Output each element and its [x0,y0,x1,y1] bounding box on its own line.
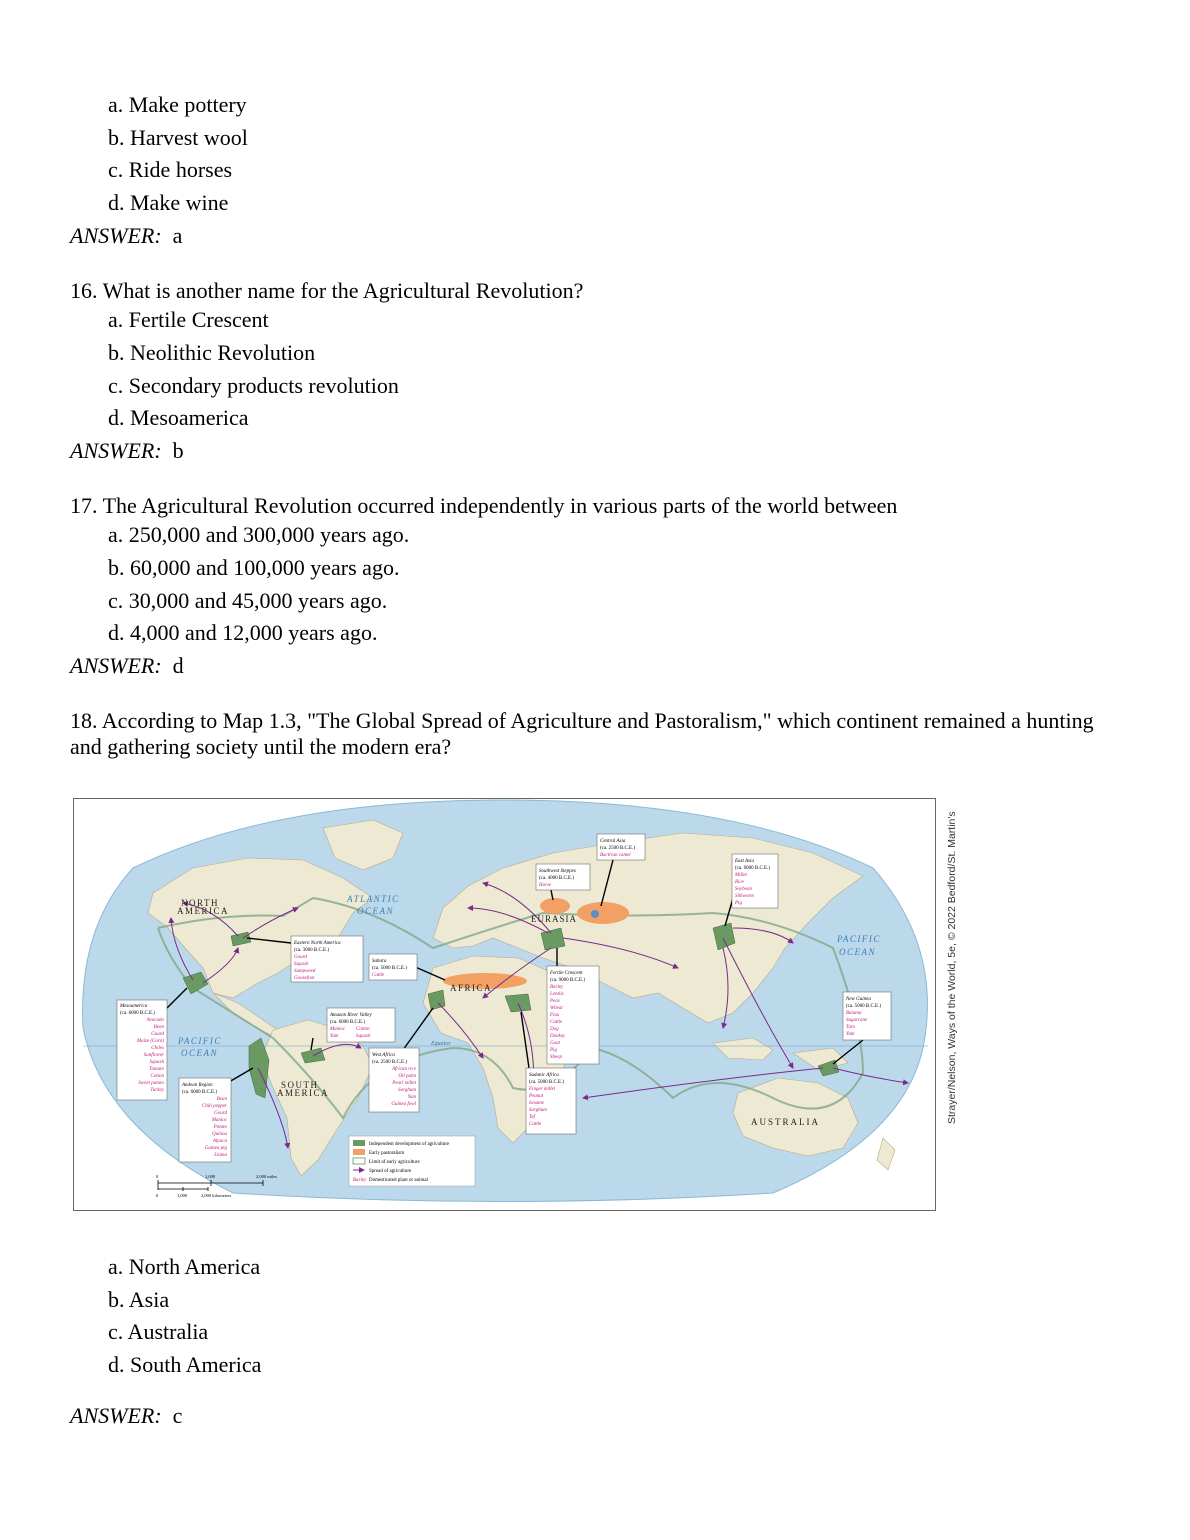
q17-answer [70,653,184,679]
box-west-africa-date: (ca. 2500 B.C.E.) [372,1060,407,1065]
box-andean-item: Chili pepper [201,1104,227,1109]
answer-label: ANSWER: [70,653,162,678]
box-east-asia-date: (ca. 6000 B.C.E.) [735,866,770,871]
box-sw-steppes-item: Horse [539,883,552,888]
box-fertile-crescent-item: Sheep [550,1055,562,1060]
box-fertile-crescent-item: Wheat [550,1006,563,1011]
box-new-guinea-item: Sugarcane [846,1018,868,1023]
q18-question: 18. According to Map 1.3, "The Global Spread of Agriculture and Pastoralism," which continent remained a hunting and gathering society until the modern era? [70,708,1094,759]
box-amazon-date: (ca. 6000 B.C.E.) [330,1020,365,1025]
box-amazon-item: Manioc [330,1027,346,1032]
credit-text: Strayer/Nelson, Ways of the World, 5e, © 2022 Bedford/St. Martin's [946,811,958,1124]
q18-option-b: b. Asia [108,1287,170,1312]
q18-option-d: d. South America [108,1352,262,1377]
answer-label: ANSWER: [70,223,162,248]
box-west-africa-item: Pearl millet [392,1081,416,1086]
equator-label: Equator [431,1041,451,1047]
label-australia: AUSTRALIA [751,1117,820,1127]
box-eastern-na-item: Goosefoot [294,976,315,981]
box-andean-item: Bean [216,1097,227,1102]
box-sudanic-item: Cattle [529,1122,542,1127]
scale-km-1: 1,000 [177,1193,188,1198]
label-atlantic: ATLANTIC [347,894,400,904]
box-mesoamerica-title: Mesoamerica [120,1004,148,1009]
q17-option-b: b. 60,000 and 100,000 years ago. [108,555,400,580]
label-africa: AFRICA [450,983,493,993]
q18-option-c: c. Australia [108,1319,209,1344]
box-mesoamerica-item: Maize (Corn) [136,1039,164,1044]
scale-miles-1: 1,000 [205,1174,216,1179]
legend-item: Early pastoralism [369,1151,405,1156]
box-sudanic-item: Finger millet [529,1087,556,1092]
pastoral-dot [591,910,599,918]
box-east-asia-title: East Asia [735,859,754,864]
label-pacific-west-2: OCEAN [181,1048,219,1058]
box-sudanic-item: Sesame [529,1101,544,1106]
label-south-america-2: AMERICA [277,1088,330,1098]
q15-option-b: b. Harvest wool [108,125,248,150]
box-sahara-title: Sahara [372,959,387,964]
box-andean-item: Llama [214,1153,227,1158]
q16-question: 16. What is another name for the Agricultural Revolution? [70,278,584,303]
box-new-guinea-item: Banana [846,1011,862,1016]
box-west-africa-item: Guinea fowl [391,1102,416,1107]
box-amazon-item: Cotton [356,1027,370,1032]
box-mesoamerica-item: Turkey [150,1088,164,1093]
box-mesoamerica-date: (ca. 6000 B.C.E.) [120,1011,155,1016]
label-eurasia: EURASIA [531,914,578,924]
box-andean-item: Quinoa [212,1132,227,1137]
answer-value: c [172,1403,183,1428]
scale-miles-0: 0 [156,1174,159,1179]
box-fertile-crescent-item: Donkey [550,1034,566,1039]
q15-option-a: a. Make pottery [108,92,247,117]
legend-item: Spread of agriculture [369,1169,412,1174]
box-new-guinea-date: (ca. 5000 B.C.E.) [846,1004,881,1009]
box-central-asia-date: (ca. 2500 B.C.E.) [600,846,635,851]
box-sudanic-date: (ca. 5000 B.C.E.) [529,1080,564,1085]
q18-answer [70,1403,182,1429]
legend-swatch-pastoral [353,1149,365,1155]
box-andean-item: Guinea pig [204,1146,227,1151]
box-sudanic-item: Tef [529,1115,535,1120]
label-north-america-2: AMERICA [177,906,230,916]
scale-km-0: 0 [156,1193,159,1198]
box-eastern-na-item: Sumpweed [294,969,316,974]
box-fertile-crescent-item: Dog [550,1027,559,1032]
legend-swatch-limit [353,1158,365,1164]
box-west-africa-title: West Africa [372,1053,395,1058]
box-central-asia-title: Central Asia [600,839,626,844]
map-legend [349,1136,475,1186]
box-west-africa-item: Yam [407,1095,416,1100]
box-andean-date: (ca. 6000 B.C.E.) [182,1090,217,1095]
legend-item: Independent development of agriculture [369,1142,450,1147]
label-pacific-east: PACIFIC [837,934,881,944]
box-mesoamerica-item: Avocado [146,1018,164,1023]
box-amazon-item: Squash [356,1034,371,1039]
box-fertile-crescent-item: Flax [550,1013,560,1018]
q15-answer [70,223,182,249]
label-pacific-west: PACIFIC [178,1036,222,1046]
box-sahara-date: (ca. 5000 B.C.E.) [372,966,407,971]
box-fertile-crescent-item: Pig [550,1048,557,1053]
answer-label: ANSWER: [70,1403,162,1428]
scale-km-2: 2,000 kilometers [201,1193,232,1198]
box-mesoamerica-item: Sunflower [143,1053,164,1058]
label-pacific-east-2: OCEAN [839,947,877,957]
box-sudanic-item: Sorghum [529,1108,547,1113]
legend-plant-sample: Barley [353,1178,367,1183]
label-north-america-1: NORTH [181,898,219,908]
box-mesoamerica-item: Chiles [151,1046,164,1051]
box-west-africa-item: Sorghum [398,1088,416,1093]
box-mesoamerica-item: Squash [149,1060,164,1065]
box-east-asia-item: Silkworm [735,894,754,899]
agriculture-map [73,798,936,1211]
label-south-america-1: SOUTH [281,1080,319,1090]
box-amazon-title: Amazon River Valley [330,1013,372,1018]
q17-option-a: a. 250,000 and 300,000 years ago. [108,522,410,547]
box-fertile-crescent-item: Lentils [550,992,564,997]
box-fertile-crescent-item: Barley [550,985,564,990]
q17-option-c: c. 30,000 and 45,000 years ago. [108,588,388,613]
box-andean-item: Alpaca [212,1139,227,1144]
box-eastern-na-date: (ca. 3000 B.C.E.) [294,948,329,953]
box-east-asia-item: Rice [735,880,744,885]
box-east-asia-item: Millet [735,873,747,878]
label-atlantic-2: OCEAN [357,906,395,916]
box-sudanic-item: Peanut [529,1094,544,1099]
legend-item: Domesticated plant or animal [369,1178,429,1183]
box-andean-item: Potato [213,1125,227,1130]
q17-option-d: d. 4,000 and 12,000 years ago. [108,620,378,645]
scale-miles-2: 2,000 miles [256,1174,277,1179]
box-east-asia-item: Pig [735,901,742,906]
q18-option-a: a. North America [108,1254,261,1279]
box-sahara-item: Cattle [372,973,385,978]
box-fertile-crescent-item: Goat [550,1041,560,1046]
pastoral-steppes [540,898,570,914]
box-andean-title: Andean Region [182,1083,213,1088]
answer-label: ANSWER: [70,438,162,463]
box-fertile-crescent-item: Peas [550,999,560,1004]
q16-option-b: b. Neolithic Revolution [108,340,316,365]
box-fertile-crescent-date: (ca. 9000 B.C.E.) [550,978,585,983]
box-mesoamerica-item: Cotton [150,1074,164,1079]
box-amazon-item: Yam [330,1034,339,1039]
box-mesoamerica-item: Gourd [151,1032,164,1037]
q16-answer [70,438,184,464]
q16-option-c: c. Secondary products revolution [108,373,399,398]
box-fertile-crescent-title: Fertile Crescent [550,971,583,976]
box-new-guinea-item: Taro [846,1025,856,1030]
box-fertile-crescent-item: Cattle [550,1020,563,1025]
pastoral-central-asia [577,902,629,924]
legend-item: Limit of early agriculture [369,1160,420,1165]
box-sudanic-title: Sudanic Africa [529,1073,559,1078]
box-eastern-na-title: Eastern North America [294,941,341,946]
box-new-guinea-item: Yam [846,1032,855,1037]
box-new-guinea-title: New Guinea [846,997,871,1002]
map-credit [935,808,965,1128]
box-andean-item: Manioc [211,1118,227,1123]
q15-option-d: d. Make wine [108,190,229,215]
answer-value: b [172,438,184,463]
box-sw-steppes-title: Southwest Steppes [539,869,576,874]
q17-question: 17. The Agricultural Revolution occurred independently in various parts of the world between [70,493,898,518]
box-eastern-na-item: Squash [294,962,309,967]
box-sw-steppes-date: (ca. 4000 B.C.E.) [539,876,574,881]
q15-option-c: c. Ride horses [108,157,233,182]
answer-value: a [172,223,183,248]
box-west-africa-item: Oil palm [398,1074,416,1079]
box-mesoamerica-item: Bean [153,1025,164,1030]
q16-option-a: a. Fertile Crescent [108,307,269,332]
legend-swatch-independent [353,1140,365,1146]
answer-value: d [172,653,184,678]
q16-option-d: d. Mesoamerica [108,405,249,430]
box-central-asia-item: Bactrian camel [600,853,631,858]
box-mesoamerica-item: Sweet potato [138,1081,164,1086]
box-eastern-na-item: Gourd [294,955,307,960]
box-andean-item: Gourd [214,1111,227,1116]
box-west-africa-item: African rice [391,1067,416,1072]
box-east-asia-item: Soybean [735,887,752,892]
box-mesoamerica-item: Tomato [149,1067,164,1072]
